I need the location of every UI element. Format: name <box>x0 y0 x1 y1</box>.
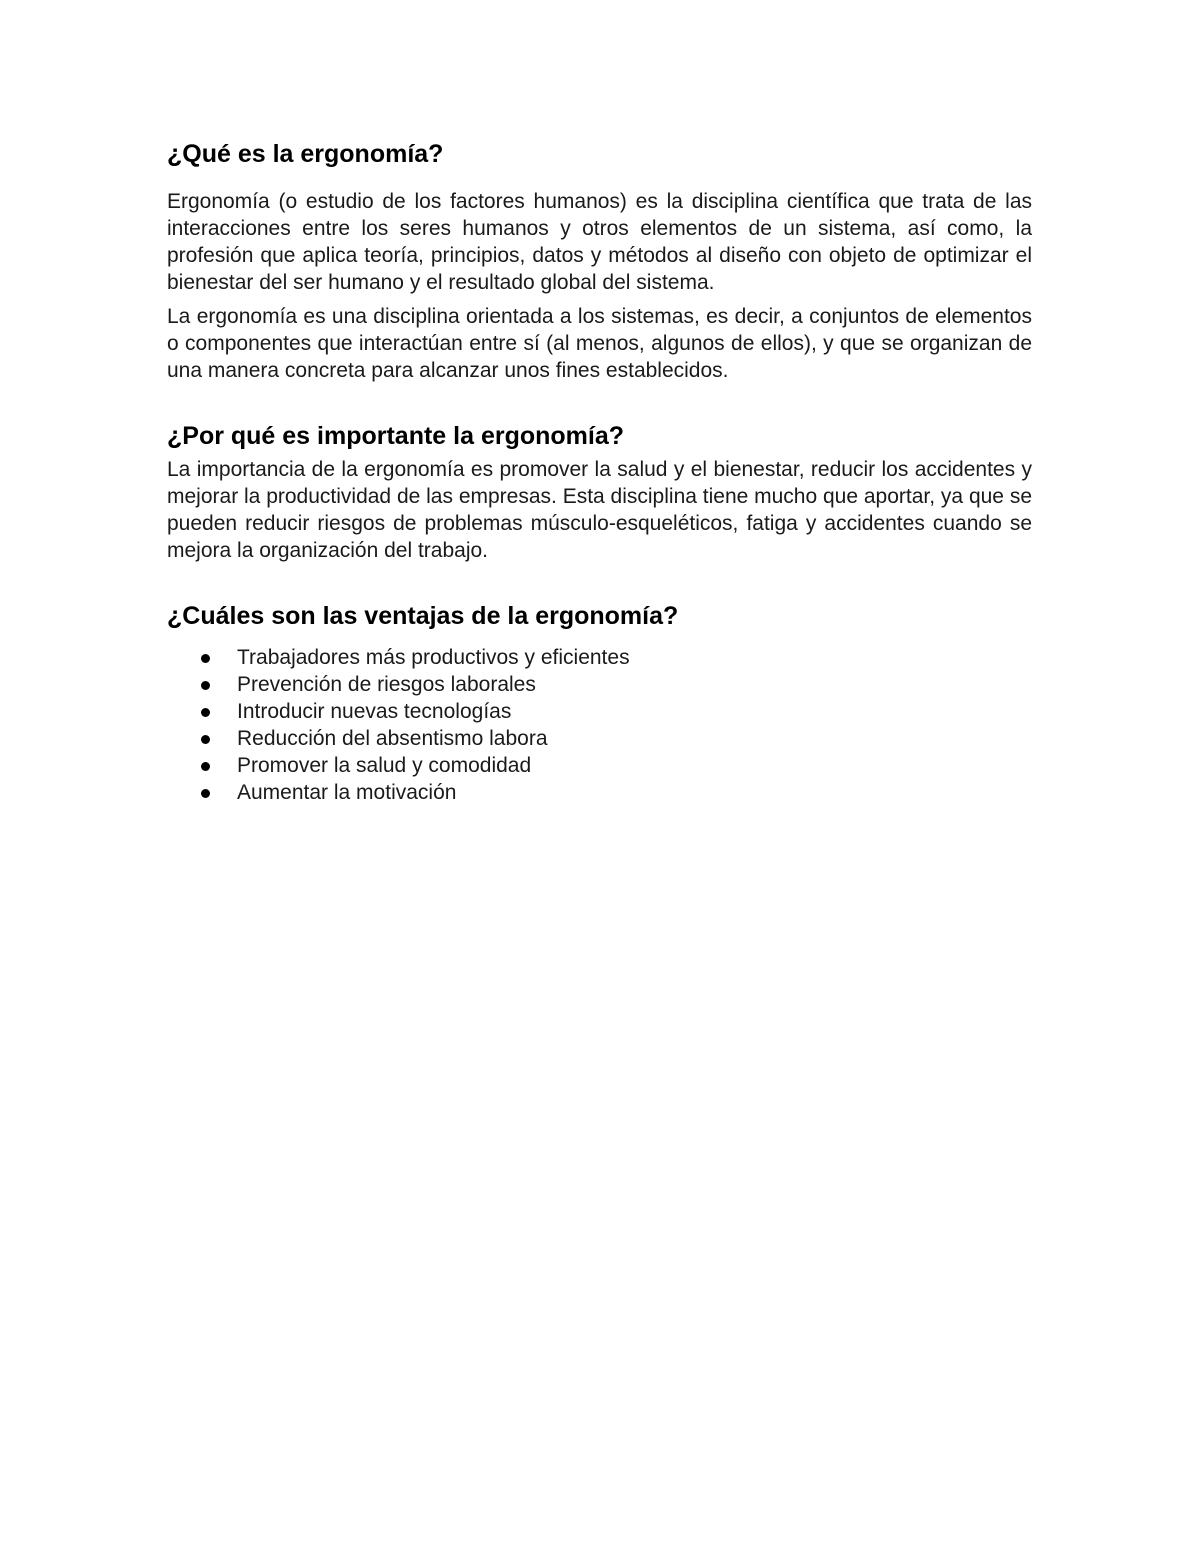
list-item <box>167 671 1032 698</box>
bullet-icon <box>201 654 210 663</box>
list-item <box>167 779 1032 806</box>
section-heading: ¿Qué es la ergonomía? <box>167 140 444 168</box>
section-heading: ¿Por qué es importante la ergonomía? <box>167 422 625 450</box>
list-item <box>167 698 1032 725</box>
bullet-icon <box>201 789 210 798</box>
benefits-list <box>167 644 1032 806</box>
section-why-important <box>167 420 1032 564</box>
section-heading: ¿Cuáles son las ventajas de la ergonomía? <box>167 602 679 630</box>
list-item-text: Introducir nuevas tecnologías <box>237 700 512 723</box>
list-item-text: Trabajadores más productivos y eficientes <box>237 646 630 669</box>
document-page <box>167 138 1032 806</box>
body-paragraph: La ergonomía es una disciplina orientada a los sistemas, es decir, a conjuntos de elementos o componentes que interactúan entre sí (al menos, algunos de ellos), y que se organizan de una manera concreta para alcanzar unos fines establecidos. <box>167 305 1032 382</box>
body-paragraph: Ergonomía (o estudio de los factores humanos) es la disciplina científica que trata de las interacciones entre los seres humanos y otros elementos de un sistema, así como, la profesión que aplica teoría, principios, datos y métodos al diseño con objeto de optimizar el bienestar del ser humano y el resultado global del sistema. <box>167 190 1032 294</box>
body-paragraph: La importancia de la ergonomía es promover la salud y el bienestar, reducir los accidentes y mejorar la productividad de las empresas. Esta disciplina tiene mucho que aportar, ya que se pueden reducir riesgos de problemas músculo-esqueléticos, fatiga y accidentes cuando se mejora la organización del trabajo. <box>167 458 1032 562</box>
list-item <box>167 725 1032 752</box>
list-item-text: Aumentar la motivación <box>237 781 457 804</box>
bullet-icon <box>201 708 210 717</box>
list-item <box>167 752 1032 779</box>
bullet-icon <box>201 681 210 690</box>
list-item-text: Promover la salud y comodidad <box>237 754 532 777</box>
bullet-icon <box>201 735 210 744</box>
section-advantages <box>167 600 1032 806</box>
list-item-text: Prevención de riesgos laborales <box>237 673 536 696</box>
list-item-text: Reducción del absentismo labora <box>237 727 548 750</box>
bullet-icon <box>201 762 210 771</box>
section-what-is-ergonomics <box>167 138 1032 384</box>
list-item <box>167 644 1032 671</box>
